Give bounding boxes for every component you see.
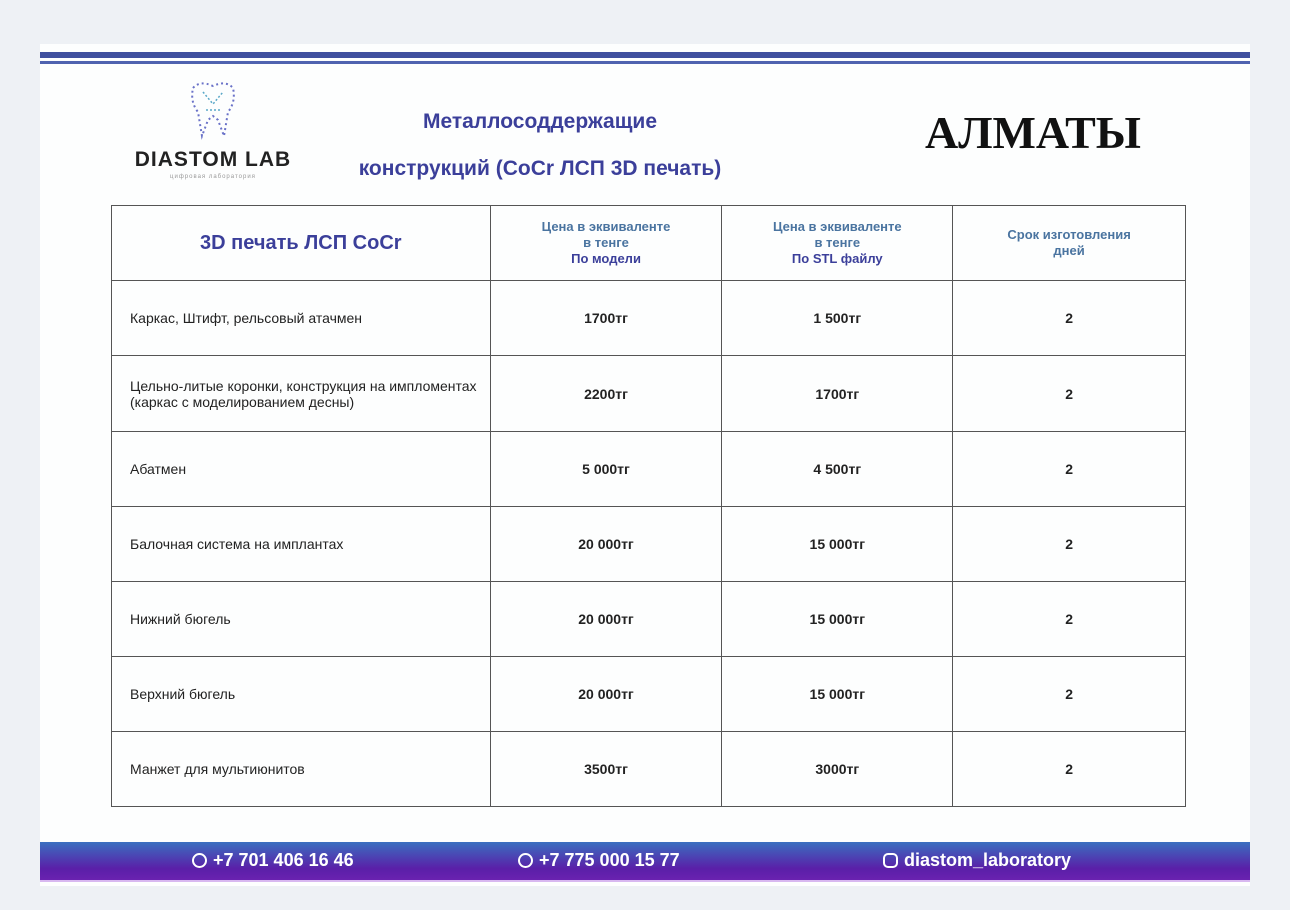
service-name: Абатмен <box>112 432 491 507</box>
service-name: Цельно-литые коронки, конструкция на импломентах (каркас с моделированием десны) <box>112 356 491 432</box>
service-name: Нижний бюгель <box>112 582 491 657</box>
table-row <box>112 582 1186 657</box>
price-model: 20 000тг <box>490 507 722 582</box>
price-stl: 15 000тг <box>722 657 953 732</box>
production-days: 2 <box>953 582 1186 657</box>
production-days: 2 <box>953 657 1186 732</box>
city-label: АЛМАТЫ <box>925 107 1141 158</box>
table-header <box>112 206 1186 281</box>
price-model: 5 000тг <box>490 432 722 507</box>
contact-footer <box>40 842 1250 882</box>
table-row <box>112 432 1186 507</box>
price-stl: 15 000тг <box>722 582 953 657</box>
price-stl: 1700тг <box>722 356 953 432</box>
table-row <box>112 281 1186 356</box>
header-service: 3D печать ЛСП CoCr <box>112 206 491 281</box>
header-line: в тенге <box>814 235 861 250</box>
price-model: 2200тг <box>490 356 722 432</box>
price-model: 3500тг <box>490 732 722 807</box>
phone-1[interactable] <box>192 850 354 871</box>
service-name: Каркас, Штифт, рельсовый атачмен <box>112 281 491 356</box>
header-line: Цена в эквиваленте <box>772 219 902 234</box>
table-row <box>112 657 1186 732</box>
price-model: 20 000тг <box>490 582 722 657</box>
header-line: По модели <box>571 251 641 266</box>
price-model: 20 000тг <box>490 657 722 732</box>
header-line: дней <box>1053 243 1085 258</box>
production-days: 2 <box>953 732 1186 807</box>
header-line: Срок изготовления <box>1007 227 1131 242</box>
page-title <box>330 98 750 192</box>
logo-name: DIASTOM LAB <box>134 148 292 171</box>
price-stl: 4 500тг <box>722 432 953 507</box>
header-price-model <box>490 206 722 281</box>
price-stl: 3000тг <box>722 732 953 807</box>
phone-2[interactable] <box>518 850 680 871</box>
header-line: По STL файлу <box>791 251 883 266</box>
title-line-2: конструкций (CoCr ЛСП 3D печать) <box>358 157 722 180</box>
whatsapp-icon <box>192 853 207 868</box>
price-stl: 1 500тг <box>722 281 953 356</box>
instagram-text: diastom_laboratory <box>904 850 1072 870</box>
production-days: 2 <box>953 356 1186 432</box>
instagram-icon <box>883 853 898 868</box>
table-row <box>112 356 1186 432</box>
service-name: Верхний бюгель <box>112 657 491 732</box>
top-divider-thin <box>40 61 1250 64</box>
header-line: Цена в эквиваленте <box>541 219 671 234</box>
production-days: 2 <box>953 507 1186 582</box>
header-line: в тенге <box>583 235 629 250</box>
logo <box>128 80 298 180</box>
logo-subtitle: цифровая лаборатория <box>170 174 256 180</box>
table-row <box>112 732 1186 807</box>
table-row <box>112 507 1186 582</box>
title-line-1: Металлосоддержащие <box>422 110 658 133</box>
price-model: 1700тг <box>490 281 722 356</box>
instagram-link[interactable] <box>883 850 1071 871</box>
price-table <box>111 205 1186 807</box>
header-price-stl <box>722 206 953 281</box>
tooth-icon <box>188 80 238 140</box>
production-days: 2 <box>953 432 1186 507</box>
service-name: Манжет для мультиюнитов <box>112 732 491 807</box>
service-name: Балочная система на имплантах <box>112 507 491 582</box>
phone-2-text: +7 775 000 15 77 <box>539 850 680 870</box>
phone-1-text: +7 701 406 16 46 <box>213 850 354 870</box>
whatsapp-icon <box>518 853 533 868</box>
header-days <box>953 206 1186 281</box>
production-days: 2 <box>953 281 1186 356</box>
top-divider <box>40 52 1250 58</box>
price-stl: 15 000тг <box>722 507 953 582</box>
